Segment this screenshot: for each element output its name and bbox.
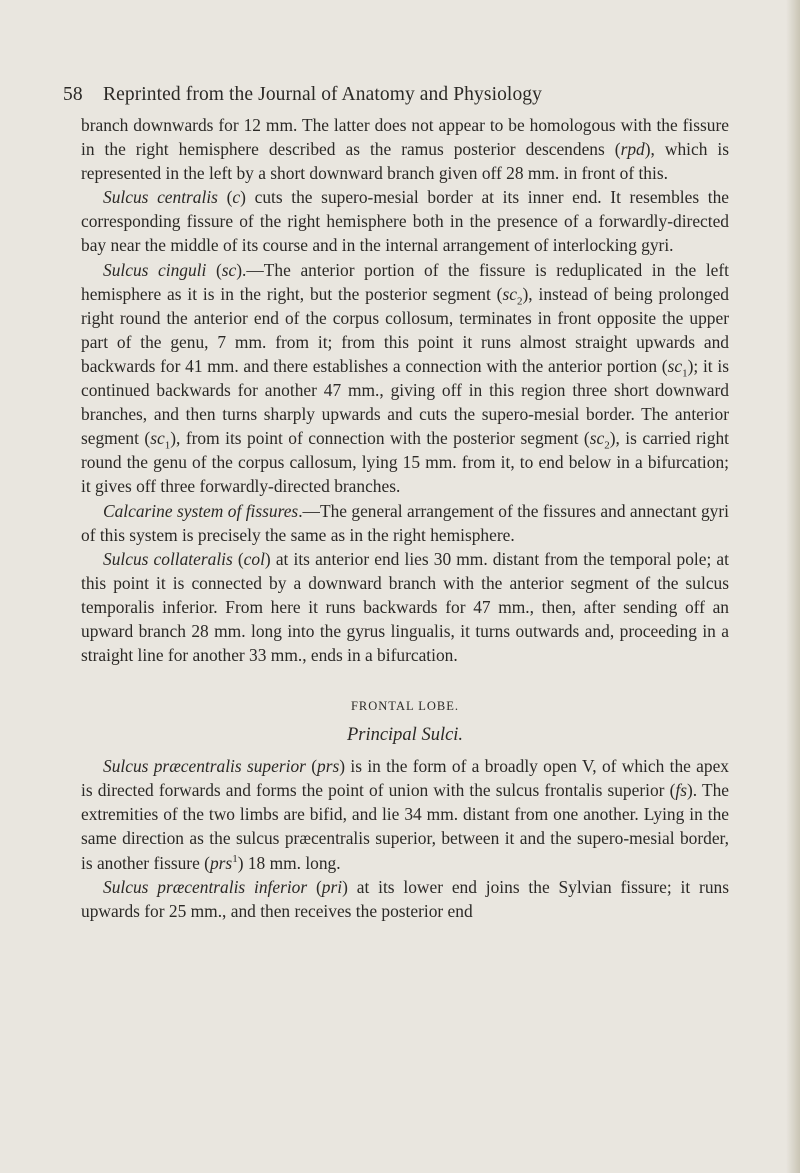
paragraph-calcarine: Calcarine system of fissures.—The general arrangement of the fissures and annectant gyri of this system is precisely the same as in the right hemisphere. xyxy=(81,500,729,545)
abbr-sc2: sc xyxy=(502,283,517,304)
abbr-sc1-b: sc xyxy=(150,428,165,449)
abbr-sc: sc xyxy=(221,259,237,280)
abbr-rpd: rpd xyxy=(620,139,645,160)
body-text xyxy=(81,113,729,923)
term-calcarine-system: Calcarine system of fissures xyxy=(103,500,299,521)
paragraph-sulcus-cinguli: Sulcus cinguli (sc).—The anterior portion of the fissure is reduplicated in the left hemisphere as it is in the right, but the posterior segment $(sc_2)$, instead of being prolonged right round the anterior end of the corpus collosum, terminates in front opposite the upper part of the genu, 7 mm. from it; from this point it runs almost straight upwards and backwards for 41 mm. and there establishes a connection with the anterior portion $(sc_1)$; it is continued backwards for another 47 mm., giving off in this region three short downward branches, and then turns sharply upwards and cuts the supero-mesial border. The anterior segment $(sc_1)$, from its point of connection with the posterior segment $(sc_2)$, is carried right round the genu of the corpus callosum, lying 15 mm. from it, to end below in a bifurcation; it gives off three forwardly-directed branches. xyxy=(81,259,730,497)
term-sulcus-collateralis: Sulcus collateralis xyxy=(103,548,233,569)
paragraph-collateralis: Sulcus collateralis (col) at its anterior end lies 30 mm. distant from the temporal pole; at this point it is connected by a downward branch with the anterior segment of the sulcus temporalis inferior. From here it runs backwards for 47 mm., then, after sending off an upward branch 28 mm. long into the gyrus lingualis, it turns outwards and, proceeding in a straight line for another 33 mm., ends in a bifurcation. xyxy=(81,548,729,666)
abbr-sc1: sc xyxy=(667,355,683,376)
abbr-prs1: prs xyxy=(209,852,233,873)
term-praecentralis-inferior: Sulcus præcentralis inferior xyxy=(103,876,308,897)
running-title: Reprinted from the Journal of Anatomy and Physiology xyxy=(102,84,543,105)
term-sulcus-centralis: Sulcus centralis xyxy=(103,187,218,208)
abbr-sc2-b: sc xyxy=(589,428,605,449)
paragraph-praecentralis-superior: Sulcus præcentralis superior (prs) is in the form of a broadly open V, of which the apex is directed forwards and forms the point of union with the sulcus frontalis superior (fs). The extremities of the two limbs are bifid, and lie 34 mm. distant from one another. Lying in the same direction as the sulcus præcentralis superior, between it and the supero-mesial border, is another fissure (prs$^1$) 18 mm. long. xyxy=(81,756,730,873)
abbr-c: c xyxy=(232,187,241,208)
paragraph-praecentralis-inferior: Sulcus præcentralis inferior (pri) at its lower end joins the Sylvian fissure; it runs upwards for 25 mm., and then receives the posterior end xyxy=(81,876,729,921)
running-head xyxy=(63,84,713,106)
section-heading: FRONTAL LOBE. xyxy=(350,699,460,714)
abbr-fs: fs xyxy=(675,780,687,801)
abbr-prs: prs xyxy=(317,756,340,777)
term-sulcus-cinguli: Sulcus cinguli xyxy=(103,259,207,280)
paragraph-ramus: branch downwards for 12 mm. The latter does not appear to be homologous with the fissure in the right hemisphere described as the ramus posterior descendens (rpd), which is represented in the left by a short downward branch given off 28 mm. in front of this. xyxy=(81,115,729,184)
abbr-pri: pri xyxy=(321,876,343,897)
paragraph-sulcus-centralis: Sulcus centralis (c) cuts the supero-mesial border at its inner end. It resembles the corresponding fissure of the right hemisphere both in the presence of a forwardly-directed bay near the middle of its course and in the internal arrangement of interlocking gyri. xyxy=(81,187,730,256)
abbr-col: col xyxy=(243,548,265,569)
section-subheading: Principal Sulci. xyxy=(346,725,464,746)
page-number: 58 xyxy=(63,84,83,105)
page-edge-shadow xyxy=(786,0,800,1173)
term-praecentralis-superior: Sulcus præcentralis superior xyxy=(103,756,306,777)
